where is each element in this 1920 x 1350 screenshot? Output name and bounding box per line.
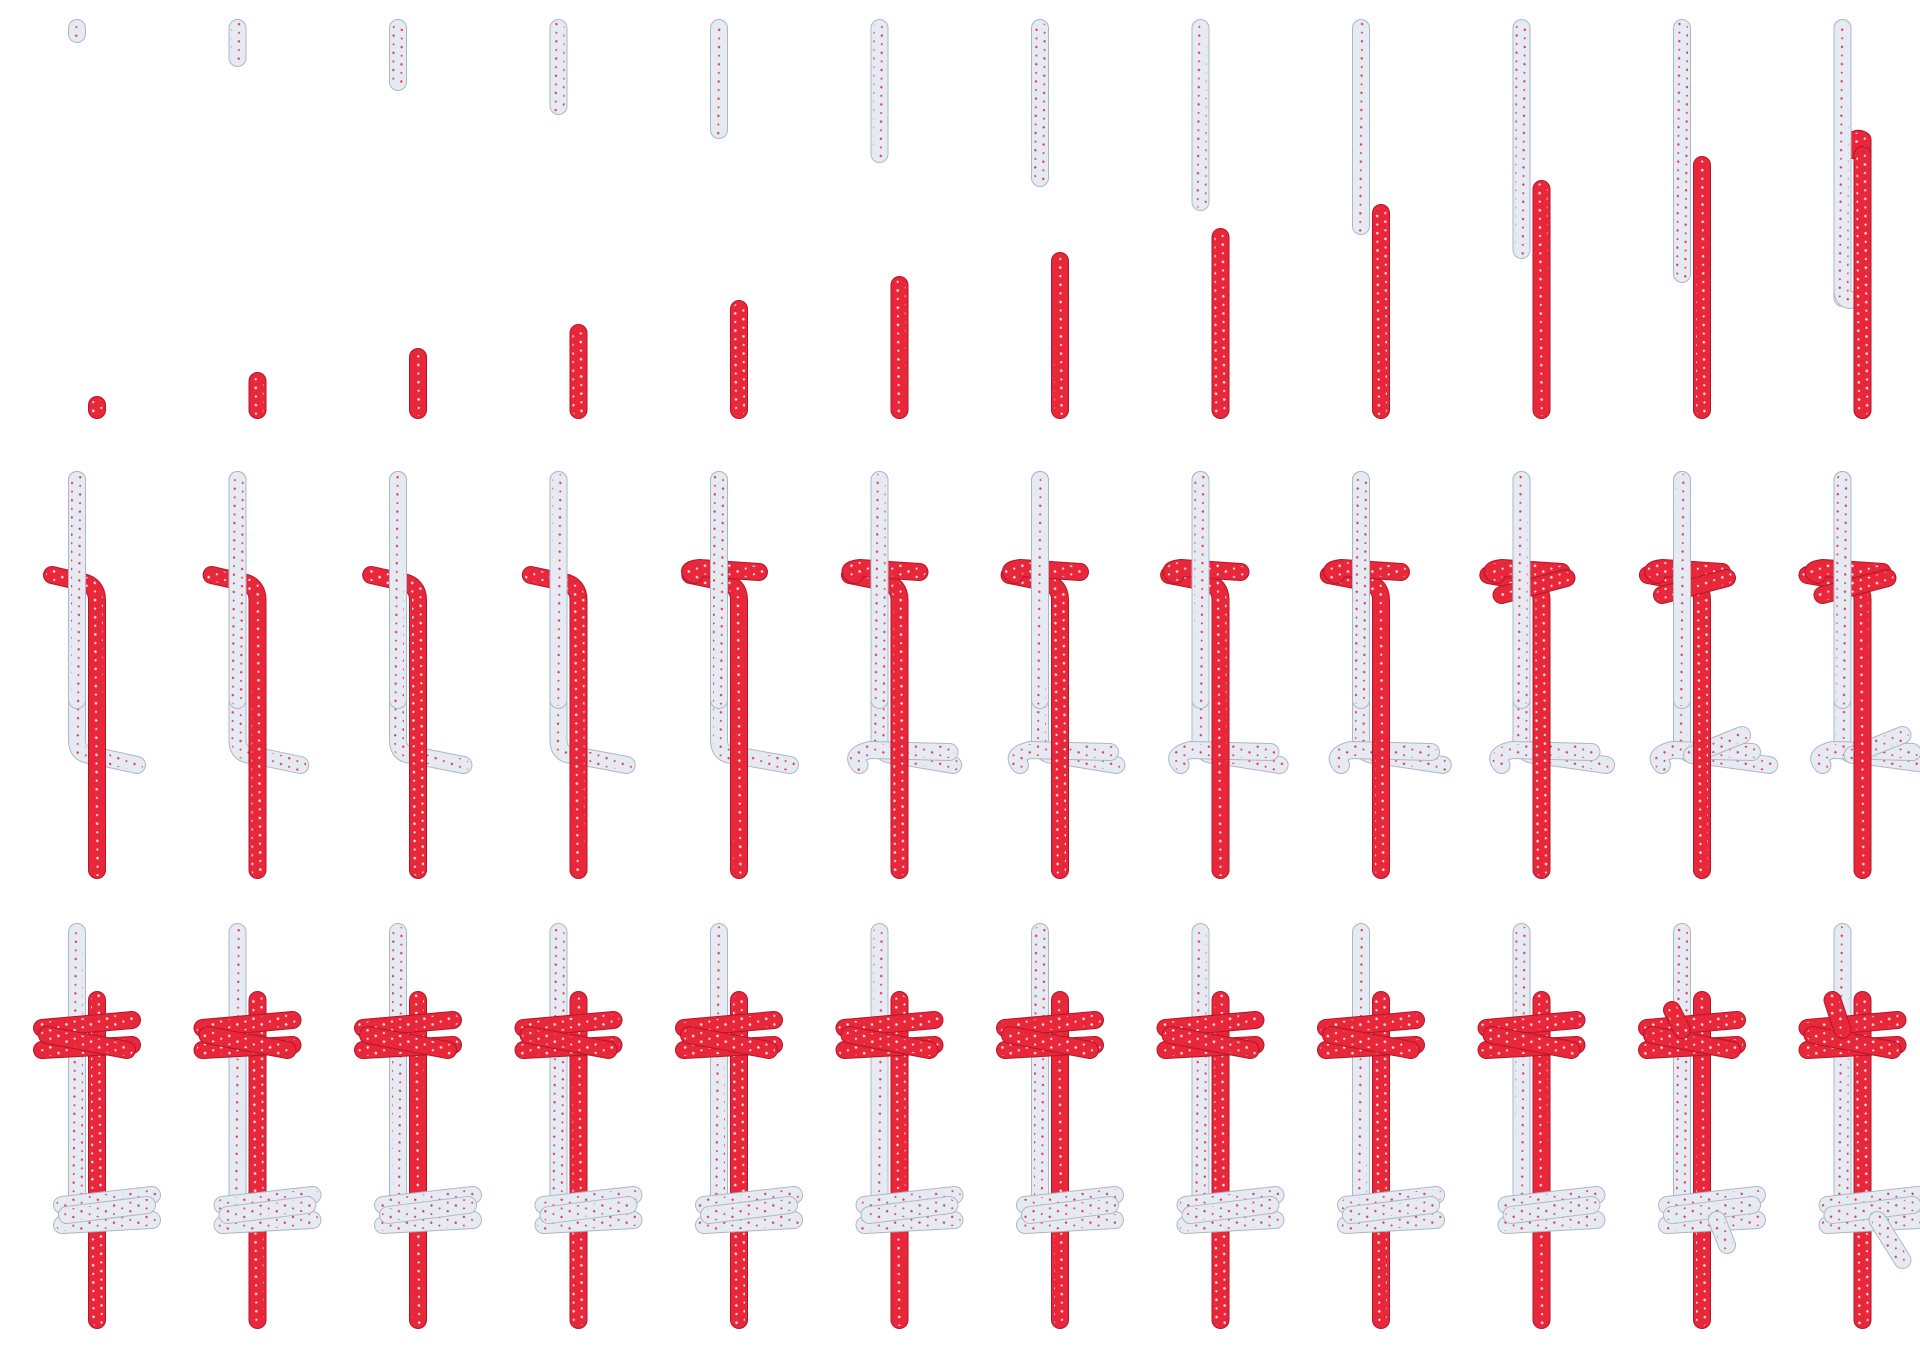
frame-row2-1: [52, 480, 137, 870]
frame-row1-2: [238, 28, 258, 410]
red-wrap-1: [1326, 1020, 1416, 1028]
red-wrap-1: [1487, 1020, 1577, 1028]
white-wrap-cross: [1512, 1205, 1592, 1215]
white-rope: [559, 480, 627, 765]
red-wrap-1: [42, 1020, 132, 1028]
frame-row3-4: [524, 932, 634, 1320]
white-wrap-cross: [870, 1205, 950, 1215]
frame-row2-2: [212, 480, 301, 870]
red-wrap-1: [1166, 1020, 1256, 1028]
frame-row2-9: [1329, 480, 1443, 870]
frame-row3-3: [363, 932, 473, 1320]
frame-row2-10: [1488, 480, 1606, 870]
frame-row3-1: [42, 932, 152, 1320]
frame-row3-10: [1487, 932, 1597, 1320]
frame-row3-7: [1005, 932, 1115, 1320]
frame-row3-12: [1808, 932, 1918, 1320]
white-wrap-cross: [388, 1205, 468, 1215]
frame-row1-10: [1522, 28, 1542, 410]
frame-row2-5: [690, 480, 790, 870]
frame-row2-11: [1648, 480, 1769, 870]
white-wrap-cross: [1351, 1205, 1431, 1215]
white-wrap-cross: [228, 1205, 308, 1215]
white-tail: [1717, 1220, 1727, 1245]
red-wrap-1: [203, 1020, 293, 1028]
frame-row1-5: [719, 28, 739, 410]
white-rope-front: [1843, 28, 1851, 300]
white-wrap-cross: [709, 1205, 789, 1215]
frame-row1-12: [1843, 28, 1863, 410]
frame-row1-8: [1201, 28, 1221, 410]
red-wrap-1: [363, 1020, 453, 1028]
frame-row3-6: [845, 932, 955, 1320]
frame-row1-1: [77, 28, 97, 410]
frame-row3-5: [684, 932, 794, 1320]
white-wrap-cross: [549, 1205, 629, 1215]
frame-row3-2: [203, 932, 313, 1320]
frame-row1-3: [398, 28, 418, 410]
frame-row2-8: [1169, 480, 1279, 870]
red-tail: [1833, 1000, 1843, 1030]
white-rope: [719, 480, 790, 765]
red-wrap-1: [684, 1020, 774, 1028]
red-wrap-1: [524, 1020, 614, 1028]
red-wrap-1: [1808, 1020, 1898, 1028]
frame-row1-11: [1682, 28, 1702, 410]
white-wrap-cross: [1030, 1205, 1110, 1215]
white-wrap-cross: [1191, 1205, 1271, 1215]
white-rope: [238, 480, 301, 765]
frame-row3-9: [1326, 932, 1436, 1320]
frame-row2-7: [1010, 480, 1117, 870]
frame-row2-6: [850, 480, 953, 870]
frame-row1-4: [559, 28, 579, 410]
red-wrap-1: [1005, 1020, 1095, 1028]
frame-row1-9: [1361, 28, 1381, 410]
frame-row2-4: [531, 480, 627, 870]
frame-row3-8: [1166, 932, 1276, 1320]
frame-row1-6: [880, 28, 900, 410]
frame-row2-3: [371, 480, 463, 870]
frame-row1-7: [1040, 28, 1060, 410]
red-tail: [1672, 1010, 1682, 1030]
white-wrap-cross: [67, 1205, 147, 1215]
frame-row2-12: [1808, 480, 1920, 870]
red-wrap-1: [1647, 1020, 1737, 1028]
frame-row3-11: [1647, 932, 1757, 1320]
red-wrap-1: [845, 1020, 935, 1028]
white-rope: [398, 480, 463, 765]
